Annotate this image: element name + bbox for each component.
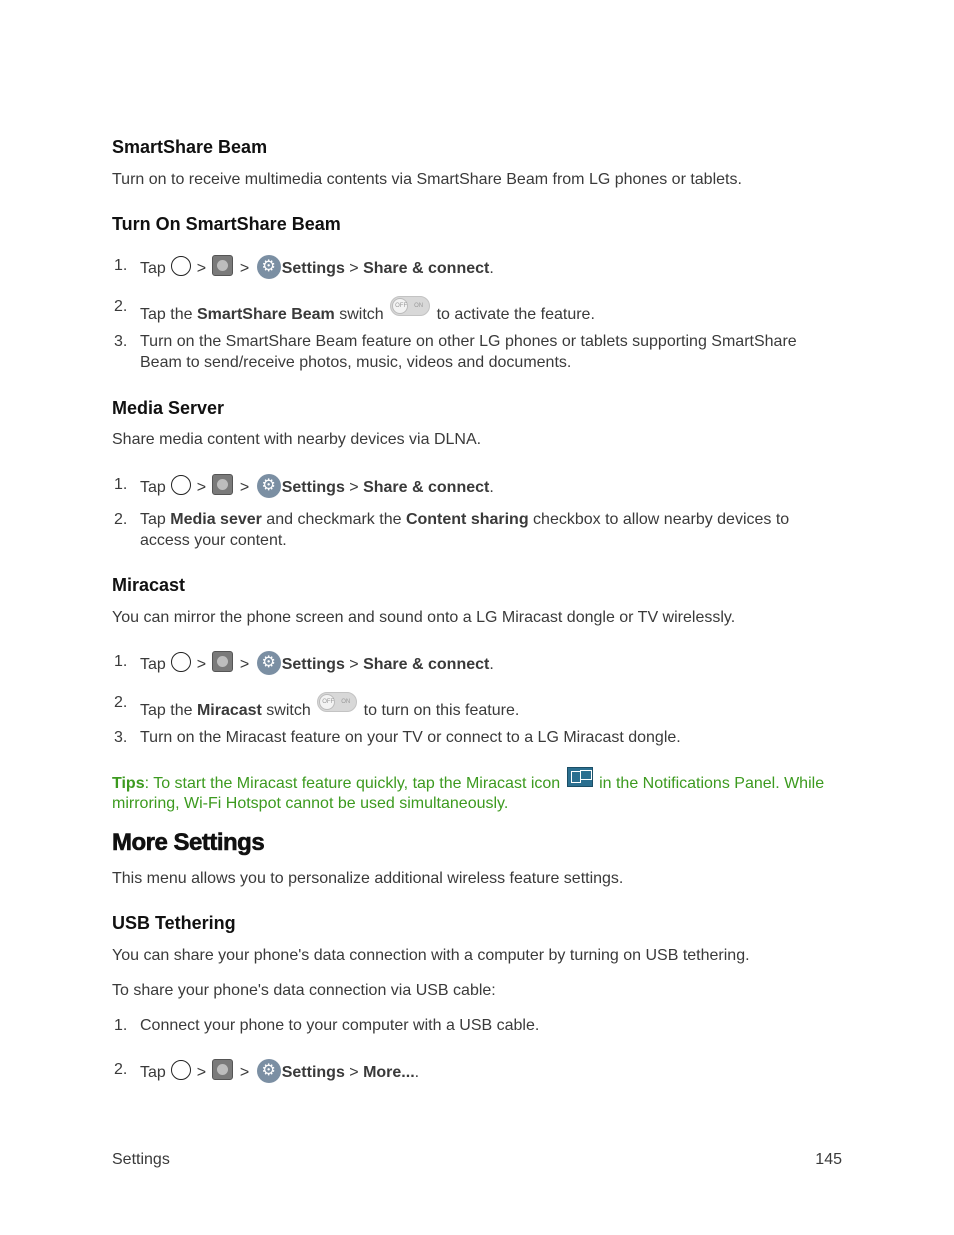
step-text: Turn on the SmartShare Beam feature on other LG phones or tablets supporting SmartShare Beam to send/receive photos, music, videos and documents. — [140, 333, 797, 371]
home-icon — [171, 475, 191, 495]
heading-turn-on-smartshare: Turn On SmartShare Beam — [112, 214, 341, 234]
toggle-switch-icon: OFF ON — [390, 296, 430, 316]
step-number: 2. — [114, 694, 128, 711]
step-number: 2. — [114, 1061, 128, 1078]
heading-media-server: Media Server — [112, 398, 225, 418]
step-text: Tap > > ⚙ Settings > Share & connect. — [140, 651, 840, 675]
apps-icon — [212, 255, 233, 276]
gear-icon: ⚙ — [257, 255, 281, 279]
home-icon — [171, 256, 191, 276]
tips-note: Tips: To start the Miracast feature quickly, tap the Miracast icon in the Notifications Panel. While mirroring, Wi-Fi Hotspot cannot be used simultaneously. — [112, 767, 842, 814]
step-text: Tap the Miracast switch OFF ON to turn on this feature. — [140, 692, 840, 721]
heading-more-settings: More Settings — [112, 829, 265, 856]
step-number: 1. — [114, 476, 128, 493]
step-text: Turn on the Miracast feature on your TV or connect to a LG Miracast dongle. — [140, 729, 681, 746]
step-text: Tap the SmartShare Beam switch OFF ON to activate the feature. — [140, 296, 840, 325]
list-item — [112, 331, 842, 373]
apps-icon — [212, 1059, 233, 1080]
apps-icon — [212, 474, 233, 495]
list-item — [112, 509, 842, 551]
heading-miracast: Miracast — [112, 575, 186, 595]
usb-description: You can share your phone's data connection with a computer by turning on USB tethering. — [112, 947, 750, 964]
gear-icon: ⚙ — [257, 651, 281, 675]
home-icon — [171, 1060, 191, 1080]
gear-icon: ⚙ — [257, 1059, 281, 1083]
step-number: 1. — [114, 257, 128, 274]
step-text: Tap Media sever and checkmark the Content sharing checkbox to allow nearby devices to access your content. — [140, 511, 790, 549]
step-text: Tap > > ⚙ Settings > More.... — [140, 1059, 840, 1083]
step-number: 3. — [114, 333, 128, 350]
step-number: 3. — [114, 729, 128, 746]
more-settings-description: This menu allows you to personalize additional wireless feature settings. — [112, 870, 624, 887]
footer-section-name: Settings — [112, 1151, 170, 1168]
step-number: 2. — [114, 298, 128, 315]
page-number: 145 — [815, 1151, 842, 1168]
miracast-description: You can mirror the phone screen and sound onto a LG Miracast dongle or TV wirelessly. — [112, 609, 736, 626]
heading-usb-tethering: USB Tethering — [112, 913, 236, 933]
heading-smartshare-beam: SmartShare Beam — [112, 137, 268, 157]
step-text: Connect your phone to your computer with a USB cable. — [140, 1017, 540, 1034]
home-icon — [171, 652, 191, 672]
toggle-switch-icon: OFF ON — [317, 692, 357, 712]
step-number: 1. — [114, 1017, 128, 1034]
step-text: Tap > > ⚙ Settings > Share & connect. — [140, 255, 840, 279]
gear-icon: ⚙ — [257, 474, 281, 498]
step-number: 2. — [114, 511, 128, 528]
apps-icon — [212, 651, 233, 672]
smartshare-description: Turn on to receive multimedia contents via SmartShare Beam from LG phones or tablets. — [112, 171, 742, 188]
tips-label: Tips — [112, 775, 145, 792]
usb-instruction: To share your phone's data connection via USB cable: — [112, 982, 496, 999]
step-number: 1. — [114, 653, 128, 670]
miracast-icon — [567, 767, 593, 787]
step-text: Tap > > ⚙ Settings > Share & connect. — [140, 474, 840, 498]
media-server-description: Share media content with nearby devices via DLNA. — [112, 431, 482, 448]
